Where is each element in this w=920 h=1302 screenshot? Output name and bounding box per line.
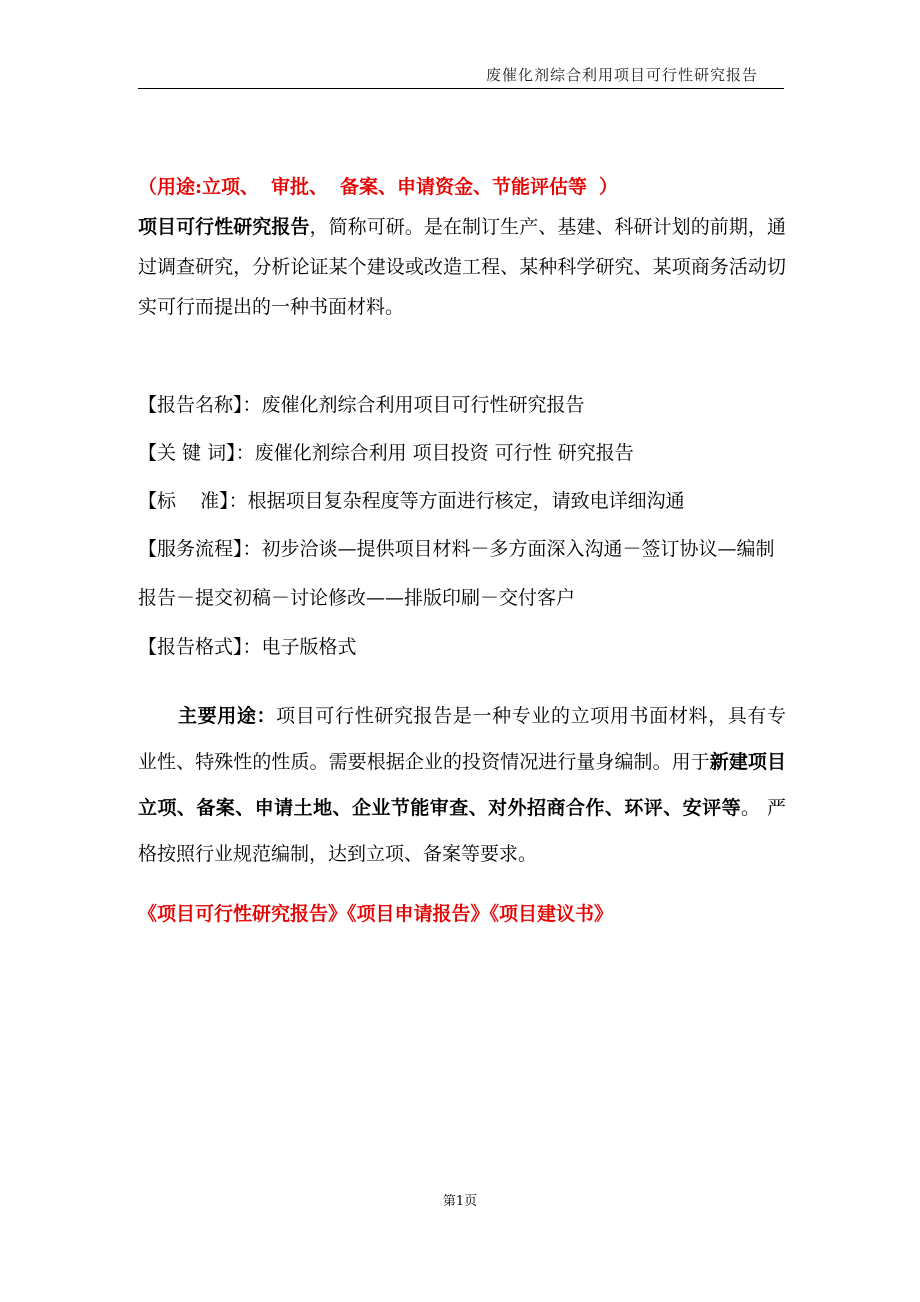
- main-use-tail: 。 严格按照行业规范编制，达到立项、备案等要求。: [138, 797, 786, 865]
- field-service-process: [138, 525, 786, 623]
- main-use-bold-list: 新建项目立项、备案、申请土地、企业节能审查、对外招商合作、环评、安评等: [138, 751, 786, 819]
- field-value: 根据项目复杂程度等方面进行核定，请致电详细沟通: [247, 490, 685, 512]
- field-standard: [138, 477, 786, 525]
- purpose-line: [138, 170, 786, 204]
- report-types-line: 《项目可行性研究报告》《项目申请报告》《项目建议书》: [138, 903, 614, 925]
- intro-text: ，简称可研。是在制订生产、基建、科研计划的前期，通过调查研究，分析论证某个建设或改造工程、某种科学研究、某项商务活动切实可行而提出的一种书面材料。: [138, 216, 786, 318]
- field-label: 【报告格式】：: [138, 636, 262, 658]
- field-value: 废催化剂综合利用项目可行性研究报告: [261, 394, 585, 416]
- running-header-title: 废催化剂综合利用项目可行性研究报告: [485, 66, 758, 84]
- purpose-part2: 审批、: [271, 176, 329, 198]
- main-use-label: 主要用途：: [178, 705, 277, 727]
- field-report-name: [138, 381, 786, 429]
- purpose-part3: 备案、申请资金、节能评估等: [340, 176, 588, 198]
- field-label: 【服务流程】：: [138, 538, 262, 560]
- field-value: 废催化剂综合利用 项目投资 可行性 研究报告: [254, 442, 634, 464]
- main-use-paragraph: [138, 693, 786, 877]
- field-label: 【报告名称】：: [138, 394, 262, 416]
- intro-paragraph: [138, 207, 786, 327]
- purpose-open: （用途:立项、: [138, 176, 260, 198]
- intro-bold-term: 项目可行性研究报告: [138, 216, 310, 238]
- document-body: [138, 170, 786, 931]
- field-value: 电子版格式: [261, 636, 357, 658]
- main-use-text: 项目可行性研究报告是一种专业的立项用书面材料，具有专业性、特殊性的性质。需要根据企业的投资情况进行量身编制。用于: [138, 705, 786, 773]
- field-label: 【关 键 词】：: [138, 442, 255, 464]
- field-keywords: [138, 429, 786, 477]
- page-number: 第1页: [442, 1194, 478, 1209]
- field-value: 初步洽谈—提供项目材料－多方面深入沟通－签订协议—编制报告－提交初稿－讨论修改——排版印刷－交付客户: [138, 538, 775, 609]
- field-report-format: [138, 623, 786, 671]
- purpose-close: ）: [599, 176, 619, 198]
- header-divider: [138, 88, 784, 89]
- field-label: 【标 准】：: [138, 490, 248, 512]
